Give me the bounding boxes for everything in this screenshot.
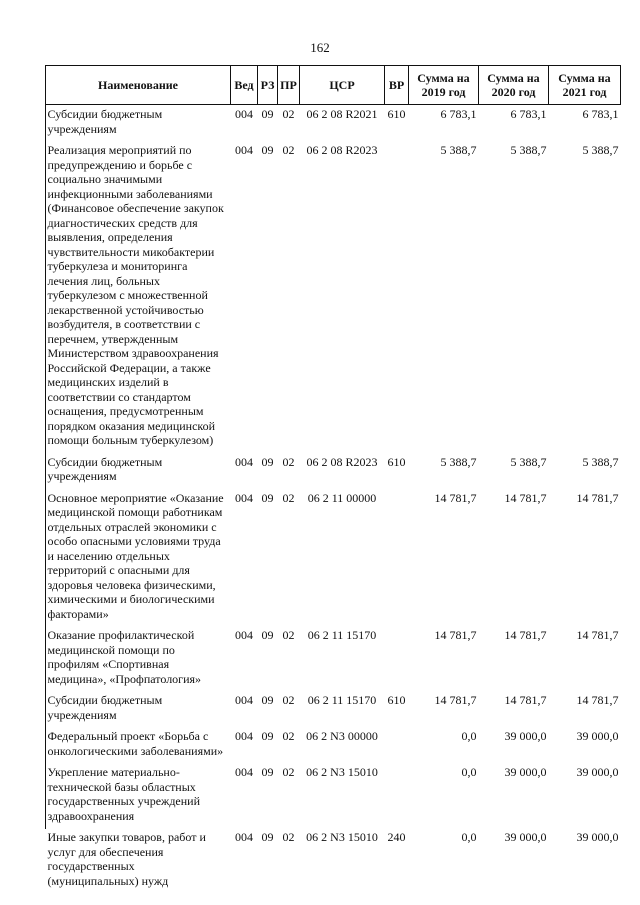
row-sum-2020: 39 000,0 [504,830,547,844]
row-sum-2019: 0,0 [461,830,477,844]
row-csr: 06 2 08 R2023 [306,143,378,157]
row-pr: 02 [282,490,295,505]
row-vr [385,141,409,453]
row-vr [385,763,409,828]
table-header-row [46,66,621,105]
row-ved: 004 [235,490,253,505]
row-sum-2020: 6 783,1 [510,107,547,121]
header-ved: Вед [231,66,258,105]
header-pr: ПР [278,66,300,105]
row-name: Субсидии бюджетным учреждениям [47,454,163,483]
row-csr: 06 2 11 15170 [307,628,377,642]
row-sum-2021: 14 781,7 [576,628,619,642]
row-sum-2019: 14 781,7 [434,628,477,642]
row-ved: 004 [235,454,253,469]
row-sum-2019: 14 781,7 [434,693,477,707]
row-ved: 004 [235,143,253,157]
row-csr: 06 2 N3 15010 [306,765,378,779]
row-sum-2020: 39 000,0 [504,765,547,779]
row-pr: 02 [282,830,295,844]
row-name: Оказание профилактической медицинской помощи по профилям «Спортивная медицина», «Профпатология» [47,628,202,686]
row-name: Федеральный проект «Борьба с онкологическими заболеваниями» [47,729,224,758]
row-pr: 02 [282,143,295,157]
row-sum-2020: 14 781,7 [504,628,547,642]
row-pr: 02 [282,765,295,779]
row-name: Реализация мероприятий по предупреждению и борьбе с социально значимыми инфекционными заболеваниями (Финансовое обеспечение закупок диагностических средств для выявления, определения чувствительности микобактерии туберкулеза и мониторинга лечения лиц, больных туберкулезом с множественной лекарственной устойчивостью возбудителя, в соответствии с перечнем, утвержденным Министерством здравоохранения Российской Федерации, а также медицинских изделий в соответствии со стандартом оснащения, предусмотренным порядком оказания медицинской помощи больным туберкулезом) [47,143,224,447]
row-vr [385,626,409,691]
row-rz: 09 [261,490,274,505]
header-sum-2019: Сумма на 2019 год [409,66,479,105]
header-csr: ЦСР [300,66,385,105]
row-rz: 09 [261,107,274,121]
row-sum-2021: 5 388,7 [582,454,619,469]
row-rz: 09 [261,454,274,469]
row-sum-2021: 39 000,0 [576,830,619,844]
row-name: Иные закупки товаров, работ и услуг для обеспечения государственных (муниципальных) нужд [47,830,206,888]
row-ved: 004 [235,830,253,844]
row-ved: 004 [235,729,253,743]
header-sum-2020: Сумма на 2020 год [479,66,549,105]
row-sum-2020: 14 781,7 [504,693,547,707]
row-vr [385,489,409,627]
table-row [46,453,621,489]
row-sum-2020: 5 388,7 [510,143,547,157]
row-vr: 240 [387,830,406,844]
table-row [46,626,621,691]
row-sum-2021: 5 388,7 [582,143,619,157]
row-pr: 02 [282,107,295,121]
row-ved: 004 [235,628,253,642]
row-ved: 004 [235,107,253,121]
row-rz: 09 [261,693,274,707]
row-csr: 06 2 N3 00000 [306,729,378,743]
row-sum-2019: 0,0 [461,765,477,779]
header-name: Наименование [46,66,231,105]
row-rz: 09 [261,628,274,642]
row-sum-2019: 5 388,7 [440,454,477,469]
table-row [46,489,621,627]
row-sum-2021: 14 781,7 [576,490,619,505]
budget-table [45,65,621,893]
row-vr: 610 [387,454,406,469]
header-rz: РЗ [258,66,278,105]
row-csr: 06 2 11 15170 [307,693,377,707]
row-name: Укрепление материально-технической базы областных государственных учреждений здравоохранения [47,765,201,823]
row-name: Субсидии бюджетным учреждениям [47,107,163,136]
row-rz: 09 [261,143,274,157]
row-pr: 02 [282,693,295,707]
row-vr: 610 [387,693,406,707]
row-vr [385,727,409,763]
row-sum-2020: 5 388,7 [510,454,547,469]
row-vr: 610 [387,107,406,121]
table-row [46,828,621,893]
row-ved: 004 [235,765,253,779]
row-sum-2021: 39 000,0 [576,729,619,743]
table-row [46,691,621,727]
row-csr: 06 2 N3 15010 [306,830,378,844]
row-pr: 02 [282,729,295,743]
row-sum-2021: 6 783,1 [582,107,619,121]
row-sum-2021: 39 000,0 [576,765,619,779]
row-name: Основное мероприятие «Оказание медицинской помощи работникам отдельных отраслей экономики с особо опасными условиями труда и населению отдельных территорий с опасными для здоровья человека физическими, химическими и биологическими факторами» [47,490,224,621]
row-csr: 06 2 08 R2023 [306,454,378,469]
row-ved: 004 [235,693,253,707]
row-sum-2019: 6 783,1 [440,107,477,121]
row-csr: 06 2 11 00000 [307,490,377,505]
row-sum-2020: 14 781,7 [504,490,547,505]
table-row [46,727,621,763]
row-sum-2020: 39 000,0 [504,729,547,743]
row-rz: 09 [261,765,274,779]
row-pr: 02 [282,454,295,469]
row-sum-2019: 0,0 [461,729,477,743]
header-sum-2021: Сумма на 2021 год [549,66,621,105]
row-name: Субсидии бюджетным учреждениям [47,693,163,722]
row-sum-2019: 5 388,7 [440,143,477,157]
table-row [46,105,621,142]
row-sum-2021: 14 781,7 [576,693,619,707]
row-sum-2019: 14 781,7 [434,490,477,505]
header-vr: ВР [385,66,409,105]
row-rz: 09 [261,729,274,743]
row-csr: 06 2 08 R2021 [306,107,378,121]
row-rz: 09 [261,830,274,844]
row-pr: 02 [282,628,295,642]
table-row [46,763,621,828]
table-row [46,141,621,453]
page-number: 162 [310,40,330,55]
